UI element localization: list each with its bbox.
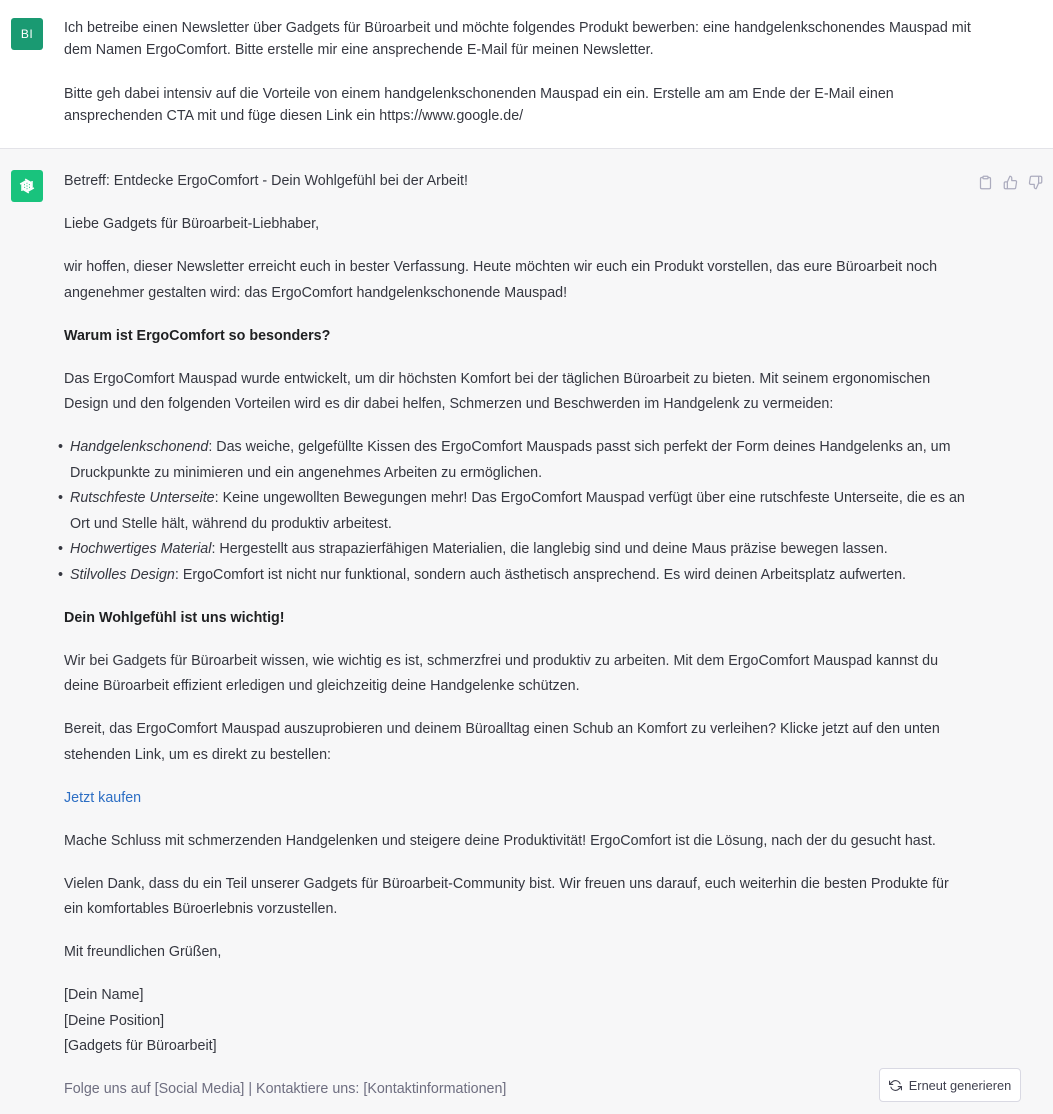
feature-text: : ErgoComfort ist nicht nur funktional, sondern auch ästhetisch ansprechend. Es wird deinen Arbeitsplatz aufwerten. (174, 566, 907, 583)
thumbs-up-icon[interactable] (1001, 173, 1020, 192)
list-item (58, 563, 975, 589)
email-closing: Mit freundlichen Grüßen, (64, 944, 222, 960)
feature-term: Rutschfeste Unterseite (70, 490, 215, 506)
thumbs-down-icon[interactable] (1026, 173, 1045, 192)
email-signature (64, 983, 969, 1060)
user-paragraph: Ich betreibe einen Newsletter über Gadgets für Büroarbeit und möchte folgendes Produkt bewerben: eine handgelenkschonendes Mauspad mit dem Namen ErgoComfort. Bitte erstelle mir eine ansprechende E-Mail für meinen Newsletter. (64, 20, 971, 58)
bullet: • (58, 490, 64, 506)
user-paragraph: Bitte geh dabei intensiv auf die Vorteile von einem handgelenkschonenden Mauspad ein ein. Erstelle am am Ende der E-Mail einen ansprechenden CTA mit und füge diesen Link ein https://www.google.de/ (64, 86, 894, 124)
feature-term: Hochwertiges Material (70, 541, 212, 557)
feature-text: : Hergestellt aus strapazierfähigen Materialien, die langlebig sind und deine Maus präzise bewegen lassen. (211, 541, 888, 557)
refresh-icon (889, 1079, 902, 1092)
assistant-avatar (11, 170, 43, 202)
email-intro: wir hoffen, dieser Newsletter erreicht euch in bester Verfassung. Heute möchten wir euch ein Produkt vorstellen, das eure Büroarbeit noch angenehmer gestalten wird: das ErgoComfort handgelenkschonende Mauspad! (64, 259, 938, 301)
email-subject: Betreff: Entdecke ErgoComfort - Dein Wohlgefühl bei der Arbeit! (64, 173, 468, 189)
email-paragraph: Vielen Dank, dass du ein Teil unserer Gadgets für Büroarbeit-Community bist. Wir freuen uns darauf, euch weiterhin die besten Produkte für ein komfortables Büroerlebnis vorzustellen. (64, 875, 949, 917)
email-greeting: Liebe Gadgets für Büroarbeit-Liebhaber, (64, 216, 320, 232)
email-paragraph: Bereit, das ErgoComfort Mauspad auszuprobieren und deinem Büroalltag einen Schub an Komfort zu verleihen? Klicke jetzt auf den unten stehenden Link, um es direkt zu bestellen: (64, 721, 940, 763)
feature-list (58, 435, 975, 588)
user-avatar: BI (11, 18, 43, 50)
signature-line: [Gadgets für Büroarbeit] (64, 1038, 217, 1054)
bullet: • (58, 566, 64, 583)
email-paragraph: Das ErgoComfort Mauspad wurde entwickelt, um dir höchsten Komfort bei der täglichen Büroarbeit zu bieten. Mit seinem ergonomischen Design und den folgenden Vorteilen wird es dir dabei helfen, Schmerzen und Beschwerden im Handgelenk zu vermeiden: (64, 370, 931, 412)
user-message-text (64, 17, 984, 149)
section-heading: Warum ist ErgoComfort so besonders? (64, 327, 331, 344)
email-footer: Folge uns auf [Social Media] | Kontaktiere uns: [Kontaktinformationen] (64, 1081, 507, 1097)
bullet: • (58, 541, 64, 557)
assistant-message-text (58, 169, 969, 1114)
feature-term: Stilvolles Design (70, 566, 175, 583)
list-item (58, 537, 975, 563)
user-message (0, 0, 1053, 149)
feature-text: : Das weiche, gelgefüllte Kissen des ErgoComfort Mauspads passt sich perfekt der Form deines Handgelenks an, um Druckpunkte zu minimieren und ein angenehmes Arbeiten zu ermöglichen. (70, 439, 951, 481)
regenerate-label: Erneut generieren (908, 1077, 1012, 1093)
email-paragraph: Wir bei Gadgets für Büroarbeit wissen, wie wichtig es ist, schmerzfrei und produktiv zu arbeiten. Mit dem ErgoComfort Mauspad kannst du deine Büroarbeit effizient erledigen und gleichzeitig deine Handgelenke schützen. (64, 652, 939, 694)
clipboard-icon[interactable] (976, 173, 995, 192)
feature-text: : Keine ungewollten Bewegungen mehr! Das ErgoComfort Mauspad verfügt über eine rutschfeste Unterseite, die es an Ort und Stelle hält, während du produktiv arbeitest. (70, 490, 965, 532)
signature-line: [Deine Position] (64, 1012, 165, 1029)
email-paragraph: Mache Schluss mit schmerzenden Handgelenken und steigere deine Produktivität! ErgoComfort ist die Lösung, nach der du gesucht hast. (64, 832, 936, 849)
list-item (58, 435, 975, 486)
signature-line: [Dein Name] (64, 987, 144, 1003)
list-item (58, 486, 975, 537)
assistant-message (0, 149, 1053, 1114)
regenerate-button[interactable] (879, 1068, 1021, 1102)
bullet: • (58, 439, 64, 455)
section-heading: Dein Wohlgefühl ist uns wichtig! (64, 609, 285, 626)
openai-logo-icon (16, 175, 38, 197)
feature-term: Handgelenkschonend (70, 439, 209, 455)
cta-link[interactable]: Jetzt kaufen (64, 789, 142, 806)
message-actions (976, 173, 1045, 192)
